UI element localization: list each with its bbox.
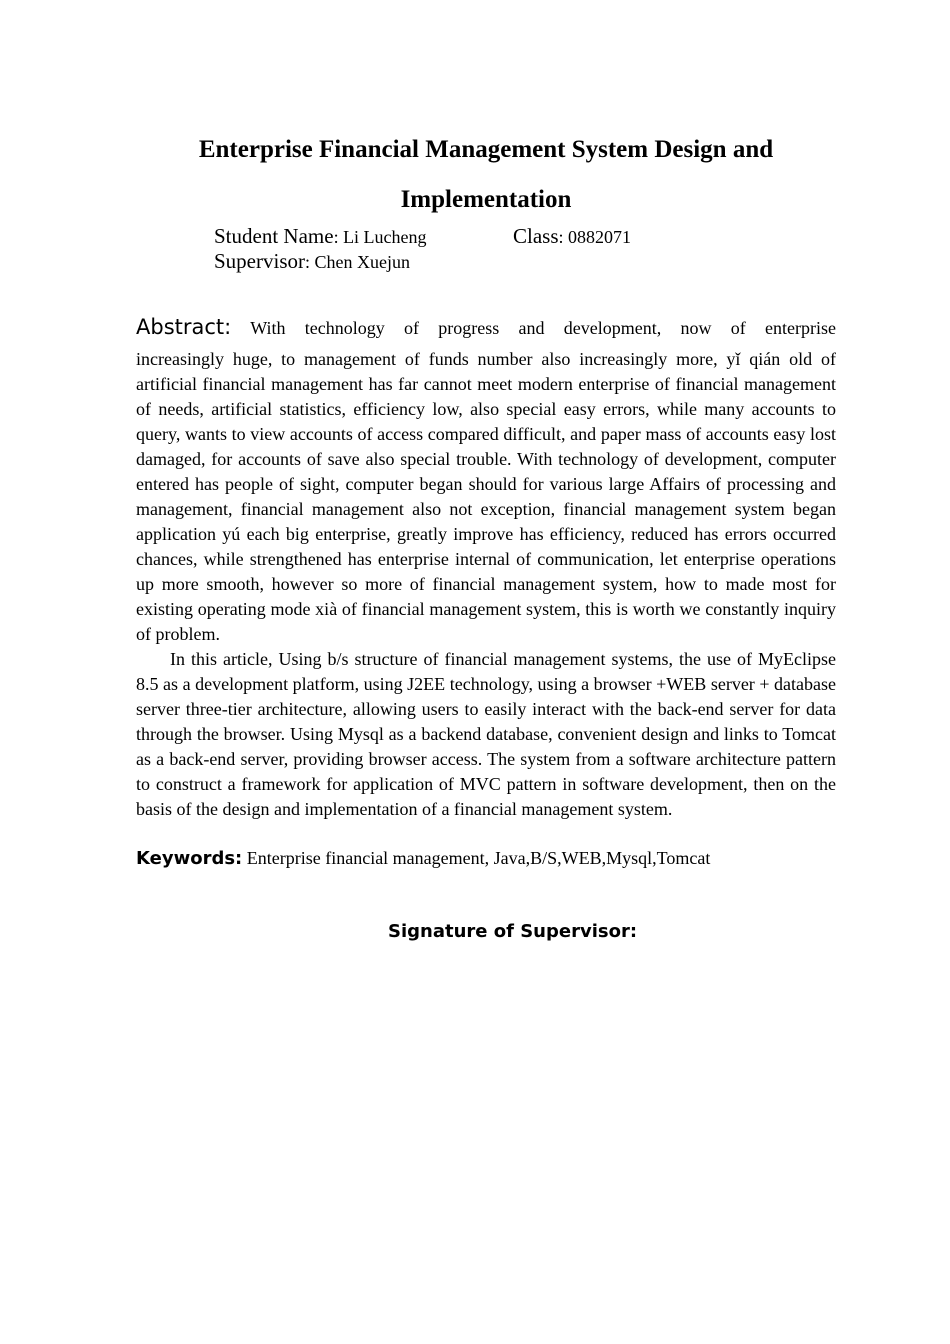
abstract-first-line-text: With technology of progress and development, now of enterprise <box>250 318 836 338</box>
keywords <box>136 846 836 871</box>
class <box>513 224 631 249</box>
student-name-label: Student Name <box>214 224 334 248</box>
student-name <box>214 224 427 249</box>
supervisor <box>214 249 410 274</box>
class-value: : 0882071 <box>558 227 632 247</box>
abstract-paragraph-2: In this article, Using b/s structure of financial management systems, the use of MyEclipse 8.5 as a development platform, using J2EE technology, using a browser +WEB server + database server three-tier architecture, allowing users to easily interact with the back-end server for data through the browser. Using Mysql as a backend database, convenient design and links to Tomcat as a back-end server, providing browser access. The system from a software architecture pattern to construct a framework for application of MVC pattern in software development, then on the basis of the design and implementation of a financial management system. <box>136 649 836 819</box>
supervisor-value: : Chen Xuejun <box>305 252 410 272</box>
abstract <box>136 309 836 822</box>
title-line-2: Implementation <box>400 186 572 213</box>
class-label: Class <box>513 224 559 248</box>
supervisor-label: Supervisor <box>214 249 305 273</box>
abstract-first-line <box>136 309 836 347</box>
abstract-paragraph-1: increasingly huge, to management of funds number also increasingly more, yǐ qián old of artificial financial management has far cannot meet modern enterprise of financial management of needs, artificial statistics, efficiency low, also special easy errors, while many accounts to query, wants to view accounts of access compared difficult, and paper mass of accounts easy lost damaged, for accounts of save also special trouble. With technology of development, computer entered has people of sight, computer began should for various large Affairs of processing and management, financial management also not exception, financial management system began application yú each big enterprise, greatly improve has efficiency, reduced has errors occurred chances, while strengthened has enterprise internal of communication, let enterprise operations up more smooth, however so more of financial management system, how to made most for existing operating mode xià of financial management system, this is worth we constantly inquiry of problem. <box>136 349 836 644</box>
abstract-label: Abstract: <box>136 315 232 339</box>
keywords-value: Enterprise financial management, Java,B/S,WEB,Mysql,Tomcat <box>246 848 711 868</box>
title-line-1: Enterprise Financial Management System Design and <box>198 136 774 163</box>
student-name-value: : Li Lucheng <box>333 227 427 247</box>
keywords-label: Keywords: <box>136 848 243 869</box>
signature-of-supervisor: Signature of Supervisor: <box>388 921 638 942</box>
